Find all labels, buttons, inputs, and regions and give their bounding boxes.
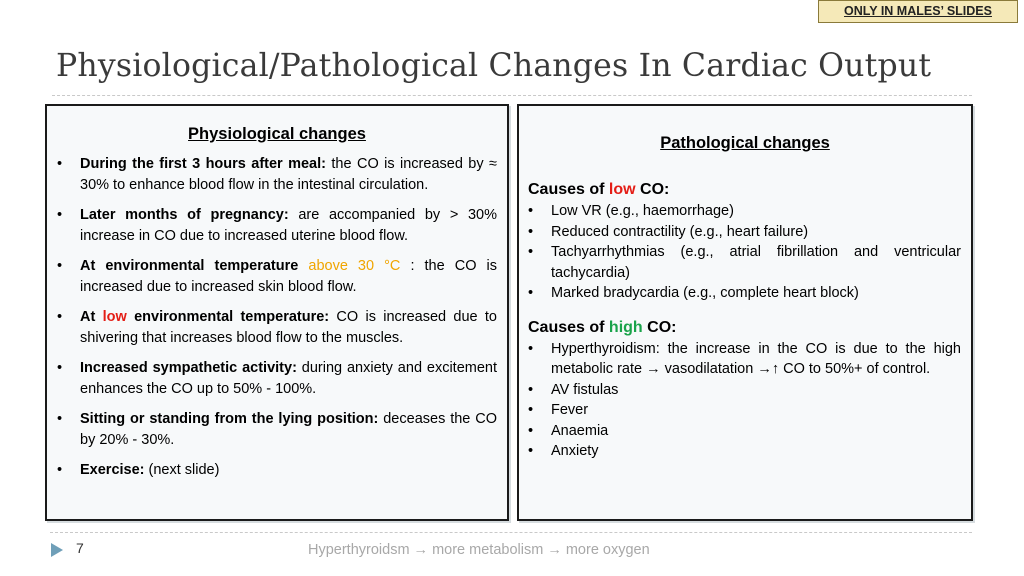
page-number: 7 — [76, 540, 84, 556]
cause-prefix: Causes of — [528, 181, 609, 198]
list-item — [528, 339, 961, 380]
list-item — [55, 358, 497, 399]
only-in-males-badge: ONLY IN MALES’ SLIDES — [818, 0, 1018, 23]
bullet-icon: • — [57, 360, 63, 376]
play-icon[interactable] — [51, 543, 63, 557]
item-bold: Sitting or standing from the lying position: — [80, 411, 379, 427]
low-word: low — [608, 181, 636, 198]
item-text: during anxiety and excitement enhances the CO up to 50% - 100%. — [80, 360, 498, 397]
item-text: deceases the CO by 20% - 30%. — [80, 411, 497, 448]
list-item — [55, 256, 497, 297]
footer-note: Hyperthyroidsm → more metabolism → more oxygen — [308, 542, 650, 558]
list-item — [528, 201, 961, 222]
bullet-icon: • — [528, 223, 534, 240]
item-bold-prefix: At — [80, 309, 103, 325]
footer-divider — [50, 532, 972, 533]
bullet-icon: • — [528, 422, 534, 439]
list-item — [55, 409, 497, 450]
low-co-list — [519, 201, 971, 304]
list-item — [528, 380, 961, 401]
item-text: are accompanied by > 30% increase in CO due to increased uterine blood flow. — [80, 207, 497, 244]
cause-suffix: CO: — [635, 181, 670, 198]
physiological-changes-panel — [45, 104, 509, 521]
item-text: Anxiety — [551, 443, 599, 459]
item-text: : the CO is increased due to increased skin blood flow. — [80, 258, 497, 295]
high-co-list — [519, 339, 971, 462]
bullet-icon: • — [57, 156, 63, 172]
temperature-highlight: above 30 °C — [298, 258, 401, 274]
list-item — [55, 205, 497, 246]
item-text: Tachyarrhythmias (e.g., atrial fibrillation and ventricular tachycardia) — [551, 244, 961, 281]
bullet-icon: • — [528, 244, 534, 260]
page-title: Physiological/Pathological Changes In Cardiac Output — [56, 48, 932, 84]
bullet-icon: • — [57, 309, 63, 325]
causes-low-co-heading — [519, 179, 971, 201]
item-bold: Increased sympathetic activity: — [80, 360, 297, 376]
item-text: Low VR (e.g., haemorrhage) — [551, 203, 734, 219]
list-item — [528, 441, 961, 462]
bullet-icon: • — [528, 340, 534, 357]
bullet-icon: • — [57, 258, 63, 274]
item-text: Anaemia — [551, 422, 609, 439]
physiological-list — [47, 154, 507, 481]
list-item — [55, 307, 497, 348]
high-word: high — [608, 318, 643, 336]
item-bold: Later months of pregnancy: — [80, 207, 289, 223]
pathological-changes-panel — [517, 104, 973, 521]
item-text: (next slide) — [144, 462, 220, 478]
item-text: the CO is increased by ≈ 30% to enhance blood flow in the intestinal circulation. — [80, 156, 497, 193]
list-item — [528, 421, 961, 442]
bullet-icon: • — [528, 443, 534, 459]
bullet-icon: • — [528, 285, 534, 301]
title-divider — [52, 95, 972, 96]
bullet-icon: • — [528, 381, 534, 398]
group-spacer — [519, 304, 971, 317]
bullet-icon: • — [528, 203, 534, 219]
item-bold: At environmental temperature — [80, 258, 299, 274]
list-item — [528, 400, 961, 421]
cause-suffix: CO: — [642, 318, 677, 336]
item-text: Marked bradycardia (e.g., complete heart block) — [551, 285, 859, 301]
physiological-heading: Physiological changes — [188, 125, 366, 143]
list-item — [55, 460, 497, 481]
list-item — [55, 154, 497, 195]
list-item — [528, 222, 961, 243]
item-bold: environmental temperature: — [126, 309, 330, 325]
bullet-icon: • — [57, 462, 63, 478]
cause-prefix: Causes of — [528, 318, 609, 336]
item-text: AV fistulas — [551, 381, 619, 398]
low-highlight: low — [102, 309, 127, 325]
bullet-icon: • — [57, 207, 63, 223]
item-text: Fever — [551, 402, 589, 418]
list-item — [528, 242, 961, 283]
item-text: Reduced contractility (e.g., heart failure) — [551, 223, 809, 240]
bullet-icon: • — [57, 411, 63, 427]
pathological-heading: Pathological changes — [660, 134, 830, 152]
item-bold: Exercise: — [80, 462, 145, 478]
item-bold: During the first 3 hours after meal: — [80, 156, 326, 172]
list-item — [528, 283, 961, 304]
item-text: Hyperthyroidism: the increase in the CO is due to the high metabolic rate → vasodilatation →↑ CO to 50%+ of control. — [551, 340, 961, 377]
bullet-icon: • — [528, 402, 534, 418]
item-text: CO is increased due to shivering that increases blood flow to the muscles. — [80, 309, 497, 346]
causes-high-co-heading — [519, 317, 971, 339]
